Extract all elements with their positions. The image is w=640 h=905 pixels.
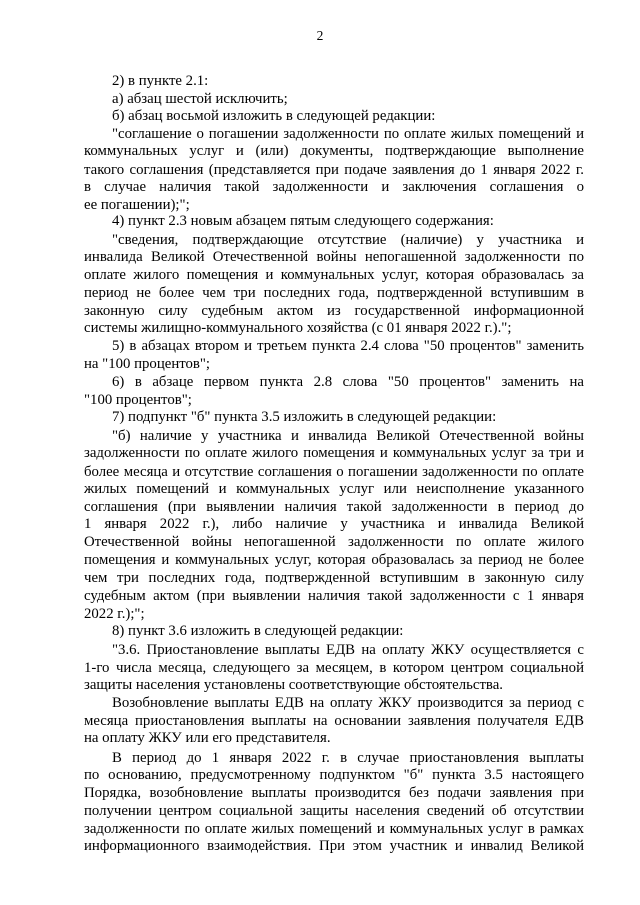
text-line: защиты населения установлены соответствующие обстоятельства.	[84, 677, 503, 693]
text-line: Отечественной войны непогашенной задолженности по оплате жилого	[84, 534, 584, 551]
text-line: Порядка, возобновление выплаты производится без подачи заявления при	[84, 784, 584, 801]
text-line: чем три последних года, подтвержденной вступившим в законную силу	[84, 570, 584, 587]
text-line: оплате жилого помещения и коммунальных услуг, которая образовалась за	[84, 267, 584, 284]
text-line: 6) в абзаце первом пункта 2.8 слова "50 процентов" заменить на	[112, 374, 584, 391]
text-line: коммунальных услуг и (или) документы, подтверждающие выполнение	[84, 143, 584, 160]
text-line: в случае наличия такой задолженности и заключения соглашения о	[84, 179, 584, 195]
text-line: получении центром социальной защиты населения сведений об отсутствии	[84, 802, 584, 819]
text-line: задолженности по оплате жилого помещения и коммунальных услуг за три и	[84, 445, 584, 462]
text-line: 2022 г.);";	[84, 606, 145, 623]
text-line: 4) пункт 2.3 новым абзацем пятым следующего содержания:	[112, 213, 494, 230]
text-line: 7) подпункт "б" пункта 3.5 изложить в следующей редакции:	[112, 409, 497, 426]
text-line: ее погашении);";	[84, 196, 190, 213]
text-line: соглашения (при выявлении наличия такой задолженности в период до	[84, 498, 584, 515]
text-line: 8) пункт 3.6 изложить в следующей редакции:	[112, 622, 404, 639]
text-line: более месяца и отсутствие соглашения о погашении задолженности по оплате	[84, 463, 584, 480]
text-line: системы жилищно-коммунального хозяйства (с 01 января 2022 г.).";	[84, 320, 512, 336]
text-line: задолженности по оплате жилых помещений и коммунальных услуг в рамках	[84, 820, 584, 837]
text-line: инвалида Великой Отечественной войны непогашенной задолженности по	[84, 249, 584, 266]
text-line: судебным актом (при выявлении наличия такой задолженности с 1 января	[84, 587, 584, 604]
text-line: 5) в абзацах втором и третьем пункта 2.4 слова "50 процентов" заменить	[112, 338, 584, 355]
text-line: такого соглашения (представляется при подаче заявления до 1 января 2022 г.	[84, 161, 584, 178]
text-line: "б) наличие у участника и инвалида Великой Отечественной войны	[112, 427, 584, 444]
text-line: В период до 1 января 2022 г. в случае приостановления выплаты	[112, 749, 584, 766]
text-line: по основанию, предусмотренному подпунктом "б" пункта 3.5 настоящего	[84, 767, 584, 784]
text-line: "100 процентов";	[84, 391, 192, 408]
text-line: Возобновление выплаты ЕДВ на оплату ЖКУ производится за период с	[112, 695, 584, 712]
text-line: 1-го числа месяца, следующего за месяцем, в котором центром социальной	[84, 659, 584, 676]
text-line: жилых помещений и коммунальных услуг или неисполнение указанного	[84, 481, 584, 497]
text-line: на оплату ЖКУ или его представителя.	[84, 730, 331, 747]
text-line: б) абзац восьмой изложить в следующей редакции:	[112, 108, 436, 125]
text-line: месяца приостановления выплаты на основании заявления получателя ЕДВ	[84, 712, 584, 729]
text-line: 2) в пункте 2.1:	[112, 73, 209, 89]
text-line: помещения и коммунальных услуг, которая образовалась за период не более	[84, 551, 584, 568]
text-line: период не более чем три последних года, подтвержденной вступившим в	[84, 285, 584, 301]
text-line: а) абзац шестой исключить;	[112, 90, 288, 107]
text-line: на "100 процентов";	[84, 355, 211, 372]
text-line: "соглашение о погашении задолженности по оплате жилых помещений и	[112, 125, 584, 142]
text-line: 1 января 2022 г.), либо наличие у участника и инвалида Великой	[84, 516, 584, 533]
text-line: "сведения, подтверждающие отсутствие (наличие) у участника и	[112, 231, 584, 248]
text-line: "3.6. Приостановление выплаты ЕДВ на оплату ЖКУ осуществляется с	[112, 642, 584, 658]
text-line: информационного взаимодействия. При этом участник и инвалид Великой	[84, 838, 584, 854]
text-line: законную силу судебным актом из государственной информационной	[84, 302, 584, 319]
page-number: 2	[316, 28, 324, 43]
